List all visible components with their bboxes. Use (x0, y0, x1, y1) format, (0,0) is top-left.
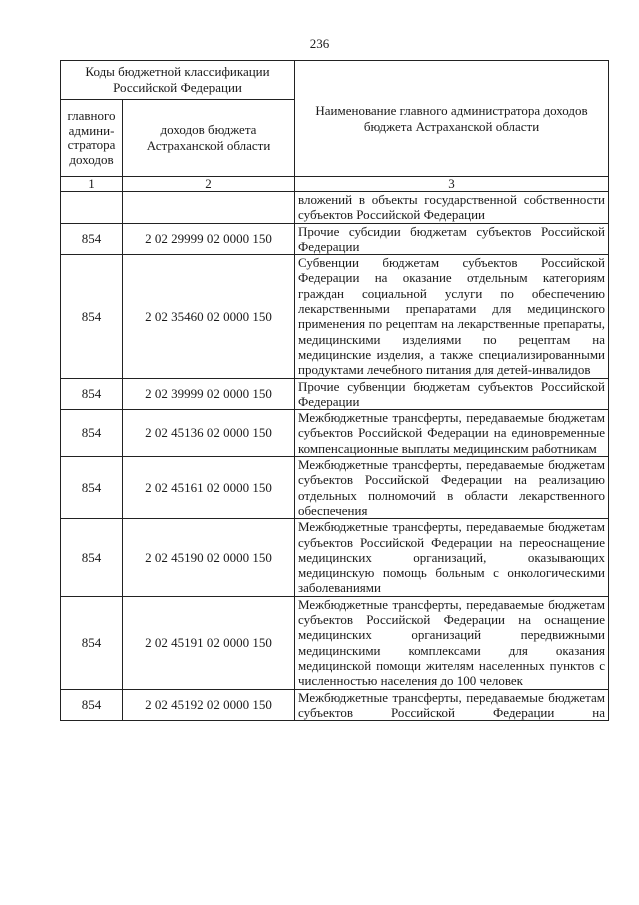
header-group-codes: Коды бюджетной классификации Российской Федерации (61, 61, 295, 100)
revenue-name: Прочие субсидии бюджетам субъектов Российской Федерации (295, 223, 609, 255)
revenue-name: вложений в объекты государственной собственности субъектов Российской Федерации (295, 192, 609, 224)
column-number: 1 (61, 177, 123, 192)
admin-code: 854 (61, 689, 123, 721)
table-row (61, 223, 609, 255)
revenue-code: 2 02 39999 02 0000 150 (123, 378, 295, 410)
revenue-name: Межбюджетные трансферты, передаваемые бюджетам субъектов Российской Федерации на оснащение медицинских организаций передвижными медицинскими комплексами для оказания медицинской помощи жителям населенных пунктов с численностью населения до 100 человек (295, 596, 609, 689)
revenue-code: 2 02 45192 02 0000 150 (123, 689, 295, 721)
column-number: 2 (123, 177, 295, 192)
revenue-code: 2 02 45190 02 0000 150 (123, 519, 295, 596)
revenue-name: Прочие субвенции бюджетам субъектов Российской Федерации (295, 378, 609, 410)
revenue-code: 2 02 35460 02 0000 150 (123, 255, 295, 378)
admin-code: 854 (61, 255, 123, 378)
table-row (61, 596, 609, 689)
table-row (61, 519, 609, 596)
header-main-administrator: главного админи-стратора доходов (61, 100, 123, 177)
budget-classification-table (60, 60, 609, 721)
header-administrator-name: Наименование главного администратора доходов бюджета Астраханской области (295, 61, 609, 177)
table-row (61, 378, 609, 410)
revenue-name: Субвенции бюджетам субъектов Российской Федерации на оказание отдельным категориям граждан социальной услуги по обеспечению лекарственными препаратами для медицинского применения по рецептам на лекарственные препараты, медицинскими изделиями по рецептам на медицинские изделия, а также специализированными продуктами лечебного питания для детей-инвалидов (295, 255, 609, 378)
revenue-code: 2 02 29999 02 0000 150 (123, 223, 295, 255)
admin-code: 854 (61, 378, 123, 410)
revenue-code: 2 02 45191 02 0000 150 (123, 596, 295, 689)
header-revenue-code: доходов бюджета Астраханской области (123, 100, 295, 177)
admin-code: 854 (61, 410, 123, 457)
admin-code: 854 (61, 519, 123, 596)
admin-code (61, 192, 123, 224)
column-number: 3 (295, 177, 609, 192)
table-row (61, 457, 609, 519)
table-row (61, 689, 609, 721)
admin-code: 854 (61, 223, 123, 255)
revenue-code (123, 192, 295, 224)
revenue-name: Межбюджетные трансферты, передаваемые бюджетам субъектов Российской Федерации на реализацию отдельных полномочий в области лекарственного обеспечения (295, 457, 609, 519)
revenue-name: Межбюджетные трансферты, передаваемые бюджетам субъектов Российской Федерации на (295, 689, 609, 721)
table-row (61, 192, 609, 224)
revenue-name: Межбюджетные трансферты, передаваемые бюджетам субъектов Российской Федерации на единовременные компенсационные выплаты медицинским работникам (295, 410, 609, 457)
admin-code: 854 (61, 457, 123, 519)
admin-code: 854 (61, 596, 123, 689)
table-row (61, 410, 609, 457)
revenue-name: Межбюджетные трансферты, передаваемые бюджетам субъектов Российской Федерации на переоснащение медицинских организаций, оказывающих медицинскую помощь больным с онкологическими заболеваниями (295, 519, 609, 596)
revenue-code: 2 02 45136 02 0000 150 (123, 410, 295, 457)
page-number: 236 (309, 36, 330, 51)
table-row (61, 255, 609, 378)
revenue-code: 2 02 45161 02 0000 150 (123, 457, 295, 519)
